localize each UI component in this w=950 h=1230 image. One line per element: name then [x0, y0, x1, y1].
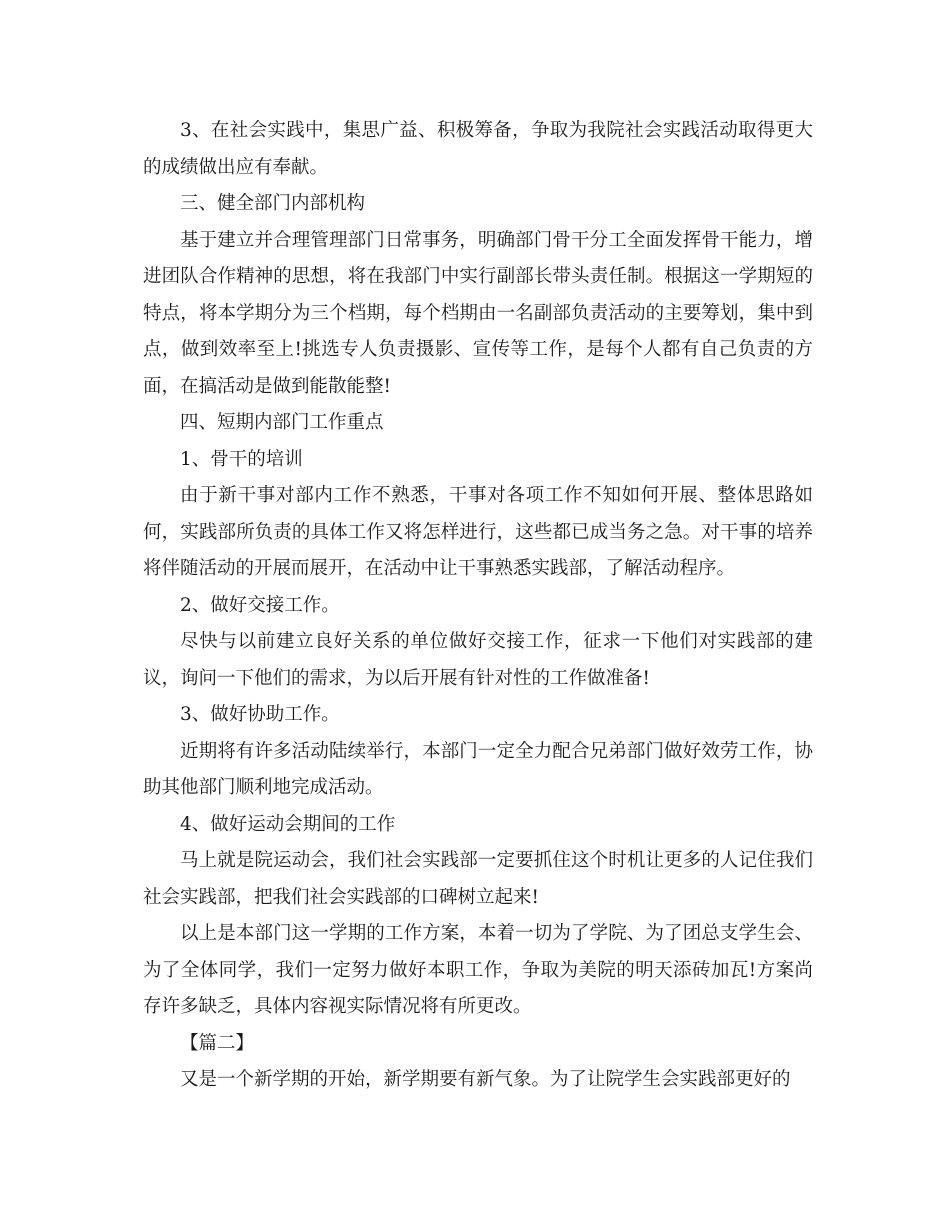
section-heading-3: 三、健全部门内部机构	[180, 193, 366, 214]
paragraph-6: 马上就是院运动会，我们社会实践部一定要抓住这个时机让更多的人记住我们社会实践部，把我们社会实践部的口碑树立起来!	[143, 850, 813, 908]
paragraph-2: 基于建立并合理管理部门日常事务，明确部门骨干分工全面发挥骨干能力，增进团队合作精神的思想，将在我部门中实行副部长带头责任制。根据这一学期短的特点，将本学期分为三个档期，每个档期由一名副部负责活动的主要筹划，集中到点，做到效率至上!挑选专人负责摄影、宣传等工作，是每个人都有自己负责的方面，在搞活动是做到能散能整!	[143, 229, 813, 397]
paragraph-3: 由于新干事对部内工作不熟悉，干事对各项工作不知如何开展、整体思路如何，实践部所负责的具体工作又将怎样进行，这些都已成当务之急。对干事的培养将伴随活动的开展而展开，在活动中让干事熟悉实践部，了解活动程序。	[143, 485, 813, 579]
document-body	[143, 113, 813, 1099]
subheading-4: 4、做好运动会期间的工作	[180, 813, 396, 835]
paragraph-4: 尽快与以前建立良好关系的单位做好交接工作，征求一下他们对实践部的建议，询问一下他们的需求，为以后开展有针对性的工作做准备!	[143, 631, 813, 689]
subheading-2: 2、做好交接工作。	[180, 594, 340, 616]
paragraph-1: 3、在社会实践中，集思广益、积极筹备，争取为我院社会实践活动取得更大的成绩做出应有奉献。	[143, 120, 813, 178]
paragraph-8: 又是一个新学期的开始，新学期要有新气象。为了让院学生会实践部更好的	[180, 1069, 791, 1090]
subheading-1: 1、骨干的培训	[180, 448, 303, 470]
section-heading-4: 四、短期内部门工作重点	[180, 412, 384, 433]
section-marker-part-two: 【篇二】	[180, 1032, 255, 1054]
paragraph-5: 近期将有许多活动陆续举行，本部门一定全力配合兄弟部门做好效劳工作，协助其他部门顺利地完成活动。	[143, 740, 813, 798]
subheading-3: 3、做好协助工作。	[180, 704, 340, 725]
paragraph-7: 以上是本部门这一学期的工作方案，本着一切为了学院、为了团总支学生会、为了全体同学，我们一定努力做好本职工作，争取为美院的明天添砖加瓦!方案尚存许多缺乏，具体内容视实际情况将有所更改。	[143, 923, 813, 1017]
